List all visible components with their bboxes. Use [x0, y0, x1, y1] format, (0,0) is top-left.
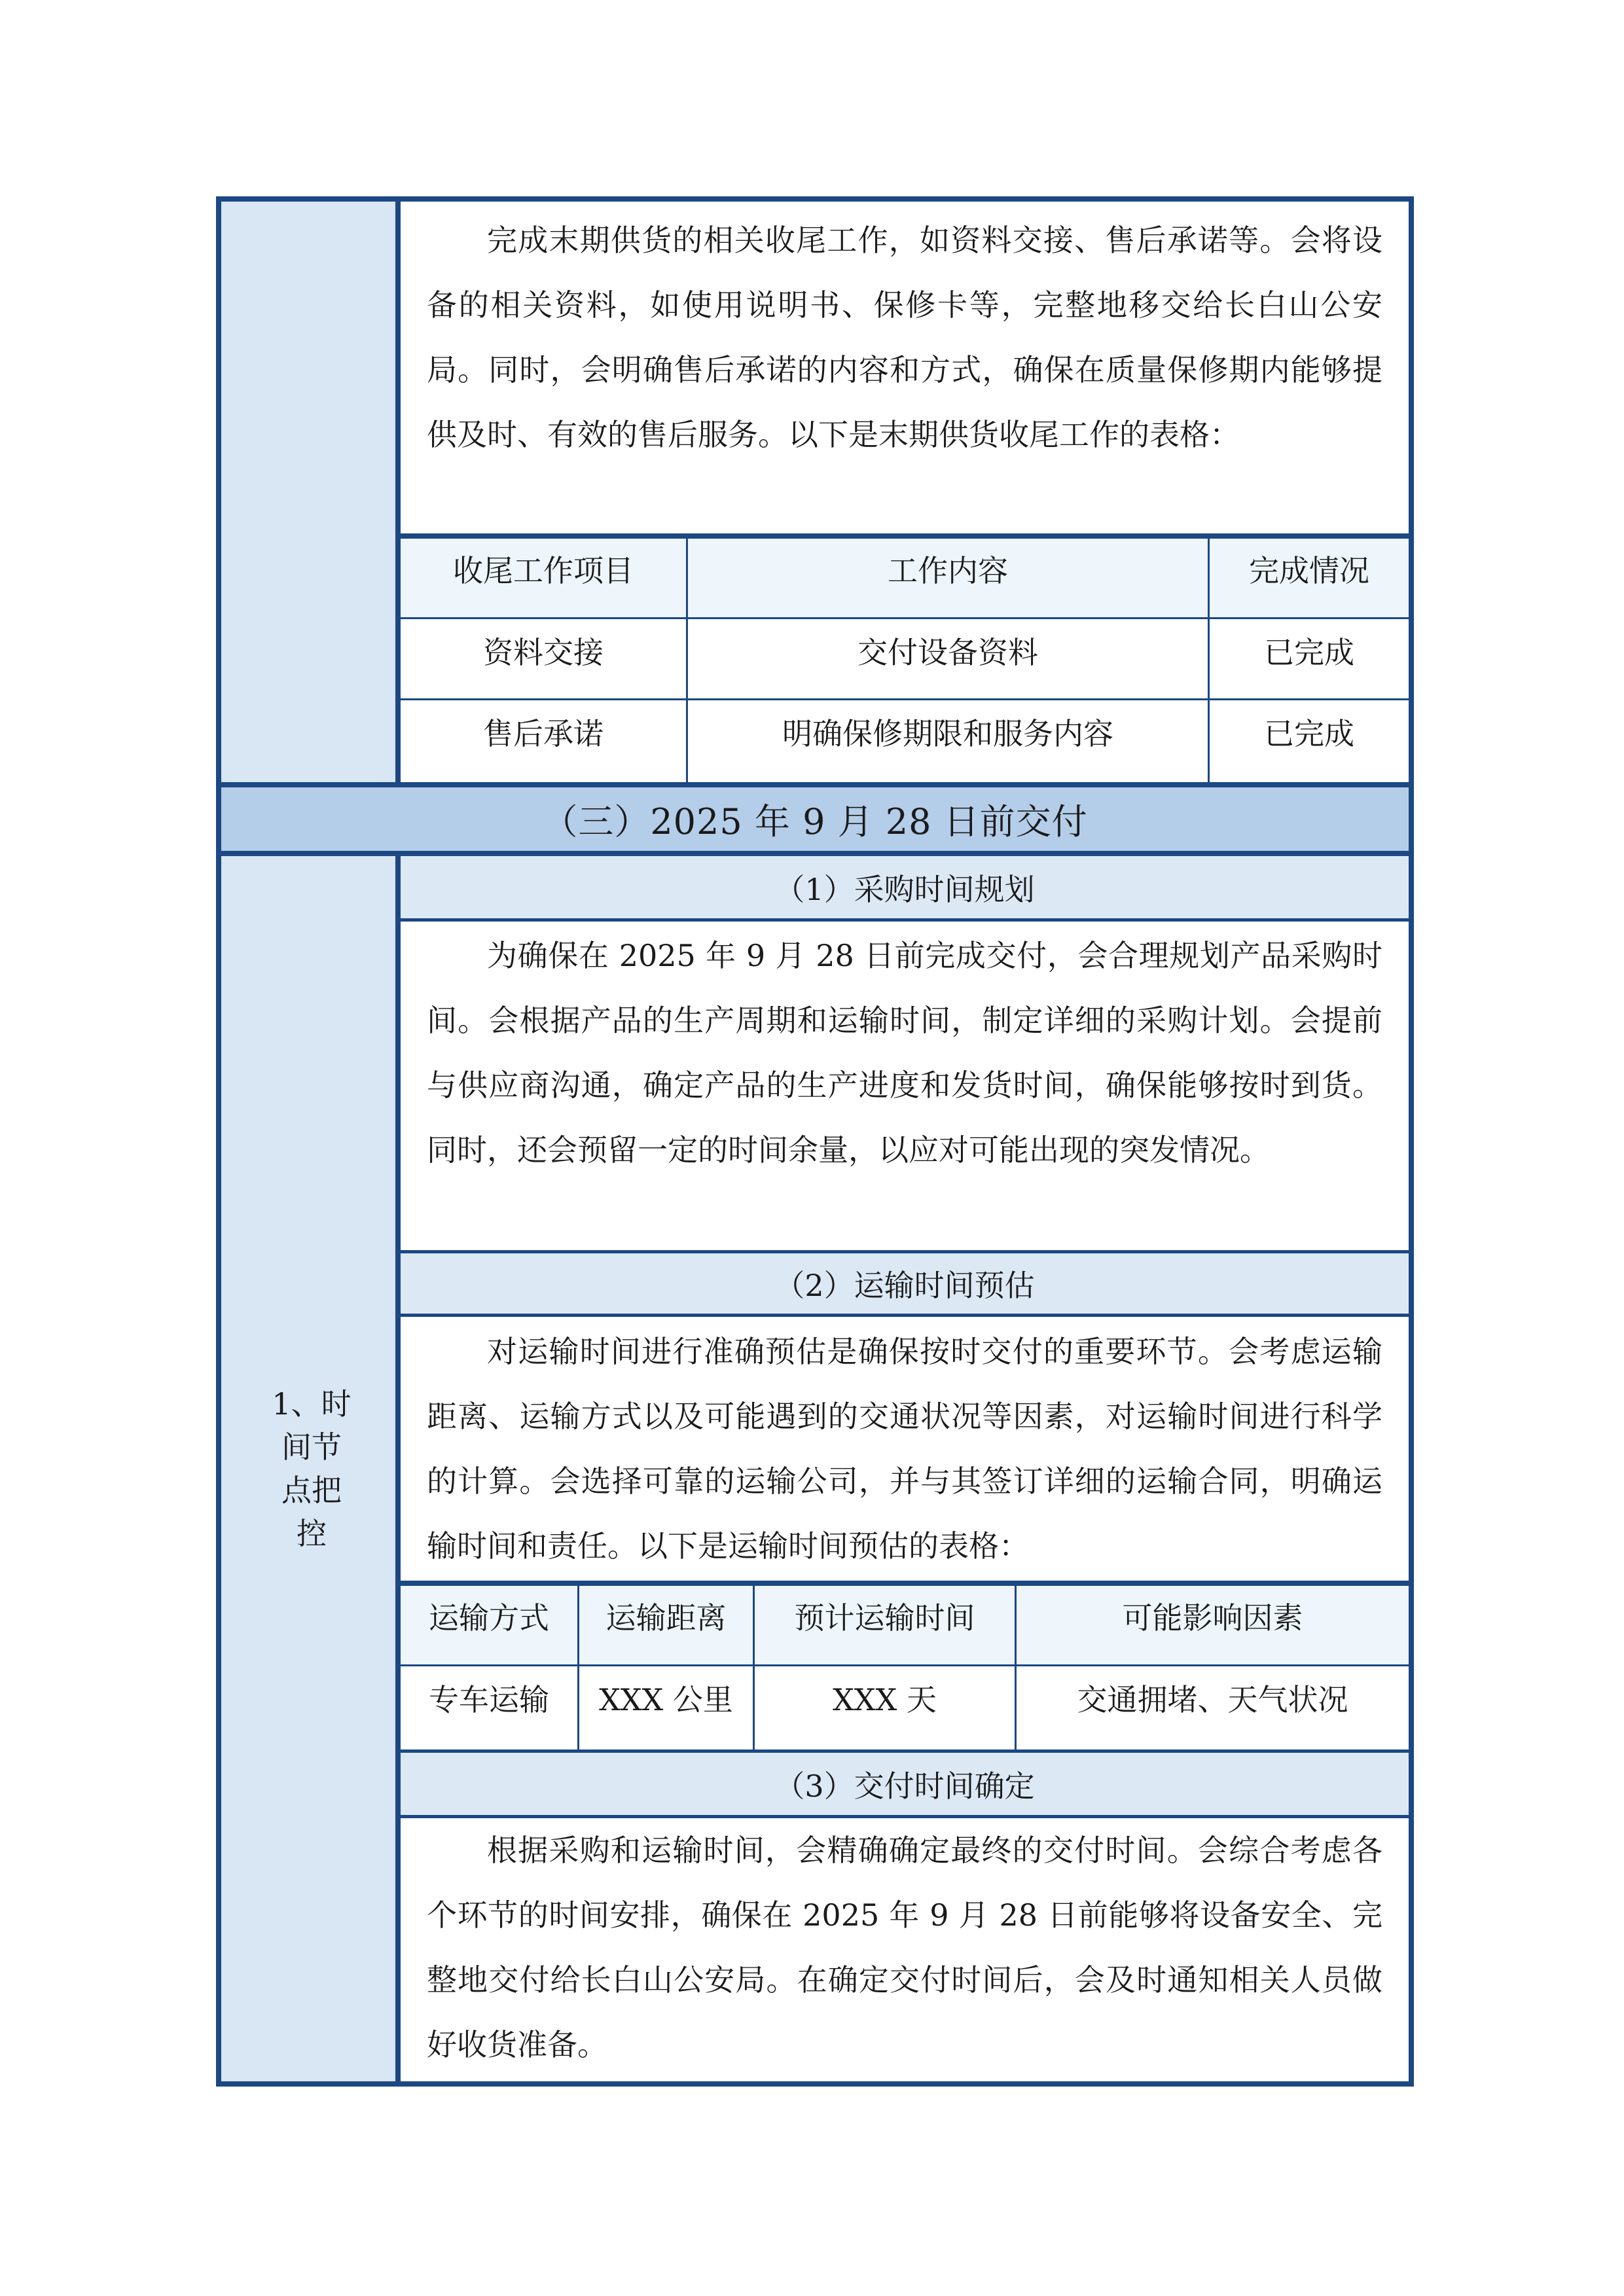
transport-header-distance: 运输距离: [605, 1600, 727, 1636]
transport-row-time: XXX 天: [833, 1682, 937, 1717]
top-table-row2-item: 售后承诺: [483, 716, 604, 751]
document-frame: [216, 196, 1414, 2087]
section-bar-top-line: [221, 782, 1409, 787]
transport-header-factors: 可能影响因素: [1122, 1600, 1303, 1636]
sub1-heading: （1）采购时间规划: [774, 871, 1035, 907]
top-table-row2-status: 已完成: [1264, 716, 1354, 751]
top-paragraph: 完成末期供货的相关收尾工作，如资料交接、售后承诺等。会将设备的相关资料，如使用说明书、保修卡等，完整地移交给长白山公安局。同时，会明确售后承诺的内容和方式，确保在质量保修期内能够提供及时、有效的售后服务。以下是末期供货收尾工作的表格：: [427, 223, 1382, 452]
sub2-paragraph: 对运输时间进行准确预估是确保按时交付的重要环节。会考虑运输距离、运输方式以及可能遇到的交通状况等因素，对运输时间进行科学的计算。会选择可靠的运输公司，并与其签订详细的运输合同，明确运输时间和责任。以下是运输时间预估的表格：: [427, 1334, 1382, 1564]
section-title: （三）2025 年 9 月 28 日前交付: [542, 801, 1088, 842]
top-table-top-line: [401, 533, 1409, 539]
top-table-header-status: 完成情况: [1249, 553, 1369, 588]
transport-header-time: 预计运输时间: [794, 1600, 975, 1636]
section-bar-bottom-line: [221, 851, 1409, 856]
transport-row-factors: 交通拥堵、天气状况: [1077, 1682, 1348, 1717]
top-table-row1-content: 交付设备资料: [857, 635, 1038, 670]
top-table-header-content: 工作内容: [888, 553, 1008, 588]
sub3-paragraph: 根据采购和运输时间，会精确确定最终的交付时间。会综合考虑各个环节的时间安排，确保在 2025 年 9 月 28 日前能够将设备安全、完整地交付给长白山公安局。在确定交付时间后，会及时通知相关人员做好收货准备。: [427, 1833, 1382, 2062]
side-column-top: [221, 202, 395, 782]
sub2-heading: （2）运输时间预估: [774, 1268, 1035, 1303]
top-table-row1-item: 资料交接: [483, 635, 604, 670]
transport-header-method: 运输方式: [429, 1600, 549, 1636]
sub1-paragraph: 为确保在 2025 年 9 月 28 日前完成交付，会合理规划产品采购时间。会根据产品的生产周期和运输时间，制定详细的采购计划。会提前与供应商沟通，确定产品的生产进度和发货时间，确保能够按时到货。同时，还会预留一定的时间余量，以应对可能出现的突发情况。: [427, 938, 1382, 1168]
sub3-heading: （3）交付时间确定: [774, 1768, 1035, 1804]
sub1-heading-bottom-line: [401, 918, 1409, 922]
transport-table-top-line: [401, 1581, 1409, 1586]
transport-row-distance: XXX 公里: [599, 1682, 733, 1717]
transport-row-method: 专车运输: [429, 1682, 549, 1717]
side-divider-bottom: [395, 856, 401, 2081]
top-table-row1-status: 已完成: [1264, 635, 1354, 670]
side-divider-top: [395, 202, 401, 782]
side-label: 1、时间节点把控: [272, 1386, 352, 1551]
top-table-row2-content: 明确保修期限和服务内容: [782, 716, 1113, 751]
top-table-header-item: 收尾工作项目: [453, 553, 634, 588]
sub2-heading-bottom-line: [401, 1314, 1409, 1317]
